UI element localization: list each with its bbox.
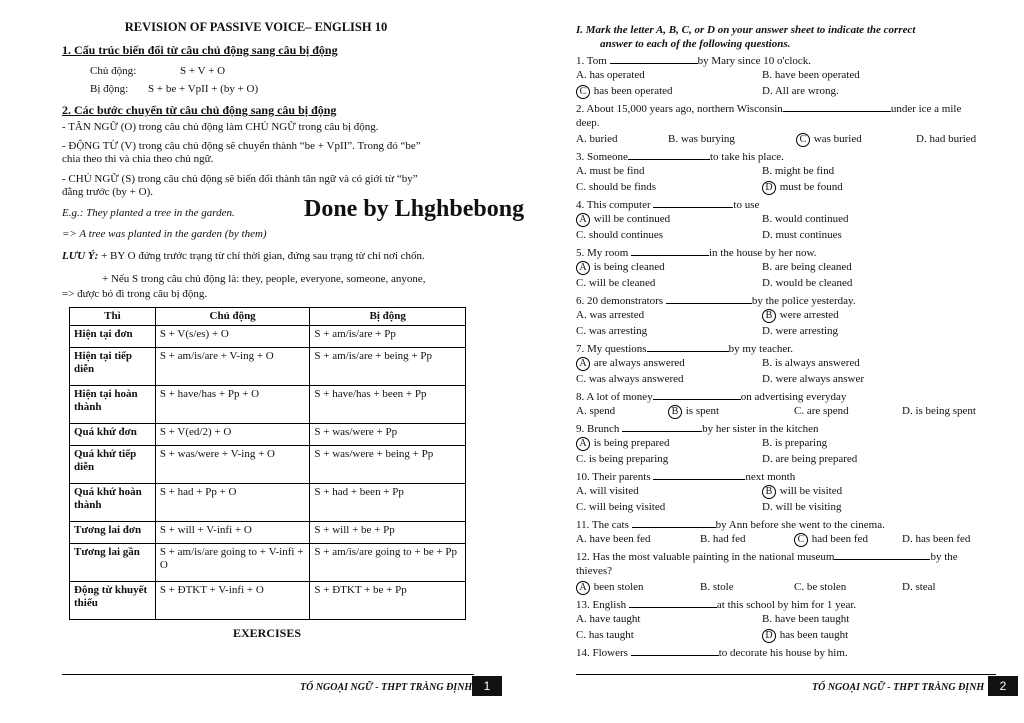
question-suffix: by Ann before she went to the cinema.: [715, 519, 885, 531]
option-letter: D: [762, 453, 770, 465]
option-text: was arresting: [588, 325, 648, 337]
passive-cell: S + am/is/are + being + Pp: [310, 348, 466, 386]
question-prefix: 13. English: [576, 599, 629, 611]
watermark-text: Done by Lhghbebong: [304, 196, 525, 222]
answer-option-a[interactable]: A. have been fed: [576, 533, 651, 545]
question-prefix: 4. This computer: [576, 199, 654, 211]
question-prefix: 10. Their parents: [576, 471, 654, 483]
option-letter: D: [762, 325, 770, 337]
answer-option-a[interactable]: A. was arrested: [576, 309, 645, 321]
active-cell: S + V(s/es) + O: [155, 326, 310, 348]
tense-table: [69, 307, 466, 620]
question-prefix: 3. Someone: [576, 151, 628, 163]
option-text: is being spent: [915, 405, 976, 417]
answer-option-d[interactable]: D. is being spent: [902, 405, 976, 417]
question-stem: [576, 53, 811, 68]
answer-option-a[interactable]: A. must be find: [576, 165, 645, 177]
exercises-heading: EXERCISES: [232, 626, 302, 640]
option-letter: A: [576, 485, 584, 497]
active-cell: S + V(ed/2) + O: [155, 424, 310, 446]
answer-option-d[interactable]: D. steal: [902, 581, 936, 593]
answer-option-c[interactable]: C. be stolen: [794, 581, 847, 593]
option-text: are always answered: [593, 357, 685, 369]
passive-cell: S + will + be + Pp: [310, 522, 466, 544]
question-stem-continuation: thieves?: [576, 565, 613, 577]
step-3-line-1: - CHỦ NGỮ (S) trong câu chủ động sẽ biến đổi thành tân ngữ và có giới từ “by”: [62, 173, 418, 185]
selected-answer-circle: A: [576, 213, 590, 227]
question-prefix: 1. Tom: [576, 55, 610, 67]
table-row: [70, 386, 466, 424]
selected-answer-circle: B: [762, 309, 776, 323]
question-stem: [576, 645, 848, 660]
table-row: [70, 484, 466, 522]
answer-option-a[interactable]: A. spend: [576, 405, 616, 417]
answer-option-a[interactable]: [576, 437, 670, 451]
answer-option-a[interactable]: A. has operated: [576, 69, 645, 81]
option-letter: A: [576, 405, 584, 417]
answer-option-d[interactable]: D. were always answer: [762, 373, 865, 385]
answer-blank[interactable]: [632, 517, 716, 528]
answer-option-c[interactable]: C. has taught: [576, 629, 634, 641]
table-header: Thì: [70, 308, 156, 326]
page-1-footer: TỔ NGOẠI NGỮ - THPT TRÀNG ĐỊNH: [300, 682, 473, 693]
option-letter: B: [762, 437, 770, 449]
answer-option-b[interactable]: B. is always answered: [762, 357, 860, 369]
question-suffix: by her sister in the kitchen: [702, 423, 819, 435]
answer-option-d[interactable]: D. must continues: [762, 229, 842, 241]
option-letter: C: [794, 581, 802, 593]
answer-option-d[interactable]: D. had buried: [916, 133, 977, 145]
answer-option-c[interactable]: C. will be cleaned: [576, 277, 656, 289]
option-letter: B: [700, 581, 708, 593]
tense-cell: Hiện tại tiếp diễn: [70, 348, 156, 386]
table-row: [70, 326, 466, 348]
option-text: is being prepared: [593, 437, 670, 449]
option-letter: A: [576, 309, 584, 321]
table-row: [70, 582, 466, 620]
question-stem: [576, 421, 819, 436]
table-row: [70, 348, 466, 386]
tense-cell: Tương lai đơn: [70, 522, 156, 544]
instruction-line-1: I. Mark the letter A, B, C, or D on your answer sheet to indicate the correct: [576, 24, 916, 36]
answer-blank[interactable]: [834, 549, 930, 560]
active-cell: S + have/has + Pp + O: [155, 386, 310, 424]
option-text: have been taught: [774, 613, 850, 625]
passive-cell: S + had + been + Pp: [310, 484, 466, 522]
active-cell: S + will + V-infi + O: [155, 522, 310, 544]
option-letter: C: [576, 373, 584, 385]
table-header-row: [70, 308, 466, 326]
option-text: were arrested: [779, 309, 839, 321]
note-label: LƯU Ý:: [62, 250, 99, 262]
answer-blank[interactable]: [653, 197, 733, 208]
answer-blank[interactable]: [628, 149, 710, 160]
passive-cell: S + was/were + Pp: [310, 424, 466, 446]
option-text: have taught: [589, 613, 641, 625]
answer-blank[interactable]: [631, 245, 709, 256]
option-letter: B: [762, 213, 770, 225]
option-text: are being prepared: [775, 453, 858, 465]
option-letter: A: [576, 165, 584, 177]
question-prefix: 8. A lot of money: [576, 391, 653, 403]
option-text: All are wrong.: [774, 85, 839, 97]
answer-option-a[interactable]: A. have taught: [576, 613, 641, 625]
answer-blank[interactable]: [783, 101, 891, 112]
section-2-heading: 2. Các bước chuyển từ câu chủ động sang câu bị động: [62, 103, 337, 117]
selected-answer-circle: C: [796, 133, 810, 147]
passive-cell: S + am/is/are + Pp: [310, 326, 466, 348]
option-letter: A: [576, 613, 584, 625]
option-letter: B: [762, 261, 770, 273]
option-text: has been operated: [593, 85, 673, 97]
option-letter: B: [762, 357, 770, 369]
question-prefix: 11. The cats: [576, 519, 632, 531]
option-letter: C: [794, 405, 802, 417]
passive-label: Bị động:: [90, 83, 129, 95]
option-letter: D: [762, 277, 770, 289]
question-suffix: next month: [745, 471, 796, 483]
answer-option-b[interactable]: [762, 309, 839, 323]
table-row: [70, 424, 466, 446]
page-number-1: 1: [472, 676, 502, 696]
option-letter: D: [902, 581, 910, 593]
passive-cell: S + have/has + been + Pp: [310, 386, 466, 424]
tense-cell: Tương lai gần: [70, 544, 156, 582]
option-text: might be find: [774, 165, 835, 177]
note-1: + BY O đứng trước trạng từ chỉ thời gian, đứng sau trạng từ chỉ nơi chốn.: [101, 250, 425, 262]
option-text: was buried: [813, 133, 862, 145]
page-2-footer: TỔ NGOẠI NGỮ - THPT TRÀNG ĐỊNH: [812, 682, 985, 693]
answer-option-c[interactable]: [794, 533, 868, 547]
answer-option-d[interactable]: D. will be visiting: [762, 501, 842, 513]
answer-blank[interactable]: [631, 645, 719, 656]
selected-answer-circle: A: [576, 437, 590, 451]
answer-option-b[interactable]: [762, 485, 842, 499]
option-text: must continues: [775, 229, 842, 241]
question-suffix: by my teacher.: [728, 343, 794, 355]
answer-option-a[interactable]: [576, 357, 685, 371]
answer-option-c[interactable]: C. was arresting: [576, 325, 648, 337]
passive-cell: S + ĐTKT + be + Pp: [310, 582, 466, 620]
note-2: + Nếu S trong câu chủ động là: they, people, everyone, someone, anyone,: [102, 273, 426, 285]
table-row: [70, 446, 466, 484]
table-header: Chủ động: [155, 308, 310, 326]
answer-option-c[interactable]: [796, 133, 862, 147]
answer-option-d[interactable]: D. are being prepared: [762, 453, 858, 465]
option-letter: C: [576, 453, 584, 465]
selected-answer-circle: D: [762, 629, 776, 643]
selected-answer-circle: A: [576, 581, 590, 595]
option-letter: D: [762, 85, 770, 97]
question-suffix: by the: [930, 551, 958, 563]
passive-formula: S + be + VpII + (by + O): [148, 83, 259, 95]
option-letter: C: [576, 181, 584, 193]
option-letter: A: [576, 533, 584, 545]
footer-divider: [576, 674, 996, 675]
active-formula: S + V + O: [180, 65, 226, 77]
option-letter: B: [668, 133, 676, 145]
option-letter: D: [762, 501, 770, 513]
option-letter: D: [762, 373, 770, 385]
answer-option-d[interactable]: [762, 629, 848, 643]
answer-blank[interactable]: [629, 597, 717, 608]
option-text: would continued: [774, 213, 849, 225]
question-prefix: 12. Has the most valuable painting in the national museum: [576, 551, 835, 563]
question-suffix: to use: [733, 199, 760, 211]
answer-option-b[interactable]: B. is preparing: [762, 437, 828, 449]
answer-option-b[interactable]: B. are being cleaned: [762, 261, 852, 273]
step-2-line-2: chia theo thì và chia theo chủ ngữ.: [62, 153, 214, 165]
question-suffix: by the police yesterday.: [751, 295, 856, 307]
option-text: will being visited: [588, 501, 666, 513]
active-cell: S + was/were + V-ing + O: [155, 446, 310, 484]
answer-option-a[interactable]: A. buried: [576, 133, 618, 145]
answer-option-b[interactable]: B. have been operated: [762, 69, 860, 81]
option-letter: C: [576, 277, 584, 289]
answer-blank[interactable]: [666, 293, 752, 304]
question-suffix: by Mary since 10 o'clock.: [697, 55, 812, 67]
answer-option-c[interactable]: C. is being preparing: [576, 453, 669, 465]
option-text: were arresting: [775, 325, 839, 337]
question-stem: [576, 389, 846, 404]
option-text: should be finds: [588, 181, 657, 193]
answer-option-c[interactable]: C. should be finds: [576, 181, 657, 193]
question-stem: [576, 197, 759, 212]
question-prefix: 5. My room: [576, 247, 631, 259]
answer-blank[interactable]: [653, 389, 741, 400]
option-letter: A: [576, 133, 584, 145]
option-text: have been fed: [589, 533, 651, 545]
option-text: has taught: [588, 629, 634, 641]
option-text: must be found: [779, 181, 843, 193]
active-cell: S + am/is/are going to + V-infi + O: [155, 544, 310, 582]
tense-cell: Động từ khuyết thiếu: [70, 582, 156, 620]
answer-blank[interactable]: [622, 421, 702, 432]
active-label: Chủ động:: [90, 65, 137, 77]
option-text: stole: [712, 581, 734, 593]
tense-cell: Quá khứ hoàn thành: [70, 484, 156, 522]
active-cell: S + am/is/are + V-ing + O: [155, 348, 310, 386]
option-text: were always answer: [775, 373, 865, 385]
option-text: are being cleaned: [774, 261, 852, 273]
option-text: is always answered: [774, 357, 860, 369]
answer-option-d[interactable]: D. would be cleaned: [762, 277, 853, 289]
example: E.g.: They planted a tree in the garden.: [62, 207, 235, 219]
option-text: been stolen: [593, 581, 644, 593]
question-suffix: in the house by her now.: [709, 247, 817, 259]
footer-divider: [62, 674, 474, 675]
answer-option-a[interactable]: [576, 213, 670, 227]
option-letter: B: [700, 533, 708, 545]
option-text: will visited: [589, 485, 639, 497]
option-text: is being cleaned: [593, 261, 665, 273]
section-1-heading: 1. Cấu trúc biến đổi từ câu chủ động sang câu bị động: [62, 43, 338, 57]
option-text: will be visited: [779, 485, 843, 497]
question-stem: [576, 293, 856, 308]
selected-answer-circle: A: [576, 357, 590, 371]
option-text: steal: [915, 581, 936, 593]
question-prefix: 2. About 15,000 years ago, northern Wisconsin: [576, 103, 783, 115]
question-stem: [576, 101, 961, 116]
answer-option-b[interactable]: B. might be find: [762, 165, 835, 177]
option-letter: C: [576, 325, 584, 337]
option-text: will be continued: [593, 213, 671, 225]
page-number-2: 2: [988, 676, 1018, 696]
selected-answer-circle: A: [576, 261, 590, 275]
option-text: are spend: [806, 405, 849, 417]
selected-answer-circle: D: [762, 181, 776, 195]
page-title: REVISION OF PASSIVE VOICE– ENGLISH 10: [124, 20, 388, 34]
option-text: buried: [589, 133, 618, 145]
question-suffix: to decorate his house by him.: [718, 647, 848, 659]
option-text: is preparing: [774, 437, 828, 449]
question-stem: [576, 469, 795, 484]
answer-option-d[interactable]: D. All are wrong.: [762, 85, 839, 97]
option-letter: B: [762, 69, 770, 81]
active-cell: S + ĐTKT + V-infi + O: [155, 582, 310, 620]
question-prefix: 6. 20 demonstrators: [576, 295, 666, 307]
step-3-line-2: đằng trước (by + O).: [62, 186, 153, 198]
example-result: => A tree was planted in the garden (by them): [62, 228, 267, 240]
question-prefix: 9. Brunch: [576, 423, 623, 435]
option-letter: C: [576, 229, 584, 241]
selected-answer-circle: C: [794, 533, 808, 547]
answer-option-b[interactable]: B. have been taught: [762, 613, 850, 625]
option-text: will be visiting: [775, 501, 842, 513]
option-letter: C: [576, 629, 584, 641]
option-letter: B: [762, 613, 770, 625]
table-header: Bị động: [310, 308, 466, 326]
option-text: is spent: [685, 405, 720, 417]
table-row: [70, 544, 466, 582]
tense-cell: Hiện tại hoàn thành: [70, 386, 156, 424]
step-1: - TÂN NGỮ (O) trong câu chủ động làm CHỦ NGỮ trong câu bị động.: [62, 121, 379, 133]
answer-option-a[interactable]: A. will visited: [576, 485, 639, 497]
answer-option-d[interactable]: D. were arresting: [762, 325, 839, 337]
question-prefix: 7. My questions: [576, 343, 647, 355]
option-text: had fed: [712, 533, 746, 545]
answer-option-b[interactable]: [668, 405, 719, 419]
tense-cell: Quá khứ tiếp diễn: [70, 446, 156, 484]
option-letter: C: [576, 501, 584, 513]
option-text: be stolen: [806, 581, 847, 593]
active-cell: S + had + Pp + O: [155, 484, 310, 522]
option-text: was burying: [680, 133, 735, 145]
option-text: was arrested: [589, 309, 645, 321]
option-letter: D: [762, 229, 770, 241]
answer-option-b[interactable]: B. stole: [700, 581, 734, 593]
answer-option-c[interactable]: C. was always answered: [576, 373, 684, 385]
question-stem: [576, 149, 784, 164]
answer-option-c[interactable]: C. will being visited: [576, 501, 666, 513]
selected-answer-circle: B: [762, 485, 776, 499]
option-text: will be cleaned: [588, 277, 656, 289]
question-stem: [576, 245, 816, 260]
option-text: spend: [589, 405, 616, 417]
question-stem-continuation: deep.: [576, 117, 600, 129]
question-prefix: 14. Flowers: [576, 647, 631, 659]
answer-blank[interactable]: [653, 469, 745, 480]
option-text: has been fed: [915, 533, 971, 545]
answer-option-d[interactable]: [762, 181, 843, 195]
question-suffix: under ice a mile: [890, 103, 962, 115]
passive-cell: S + was/were + being + Pp: [310, 446, 466, 484]
question-stem: [576, 549, 958, 564]
answer-option-d[interactable]: D. has been fed: [902, 533, 971, 545]
instruction-line-2: answer to each of the following questions.: [600, 38, 791, 50]
option-text: was always answered: [588, 373, 684, 385]
passive-cell: S + am/is/are going to + be + Pp: [310, 544, 466, 582]
option-letter: D: [902, 405, 910, 417]
option-letter: A: [576, 69, 584, 81]
step-2-line-1: - ĐỘNG TỪ (V) trong câu chủ động sẽ chuyển thành “be + VpII”. Trong đó “be”: [62, 140, 421, 152]
table-row: [70, 522, 466, 544]
answer-option-b[interactable]: B. would continued: [762, 213, 849, 225]
answer-blank[interactable]: [647, 341, 729, 352]
question-stem: [576, 517, 885, 532]
option-letter: D: [902, 533, 910, 545]
option-text: have been operated: [774, 69, 860, 81]
option-text: is being preparing: [588, 453, 669, 465]
note-3: => được bỏ đi trong câu bị động.: [62, 288, 208, 300]
question-suffix: to take his place.: [709, 151, 784, 163]
answer-option-c[interactable]: C. should continues: [576, 229, 664, 241]
option-letter: D: [916, 133, 924, 145]
tense-cell: Quá khứ đơn: [70, 424, 156, 446]
answer-option-a[interactable]: [576, 581, 644, 595]
page-2: [512, 0, 1024, 723]
option-text: had been fed: [811, 533, 868, 545]
selected-answer-circle: C: [576, 85, 590, 99]
question-suffix: at this school by him for 1 year.: [716, 599, 857, 611]
option-text: must be find: [589, 165, 645, 177]
question-suffix: on advertising everyday: [740, 391, 847, 403]
answer-option-c[interactable]: [576, 85, 673, 99]
option-text: should continues: [588, 229, 664, 241]
option-text: has been taught: [779, 629, 849, 641]
answer-option-b[interactable]: B. had fed: [700, 533, 746, 545]
answer-option-a[interactable]: [576, 261, 665, 275]
option-text: has operated: [589, 69, 645, 81]
selected-answer-circle: B: [668, 405, 682, 419]
answer-blank[interactable]: [610, 53, 698, 64]
option-text: had buried: [929, 133, 977, 145]
question-stem: [576, 341, 793, 356]
tense-cell: Hiện tại đơn: [70, 326, 156, 348]
option-letter: B: [762, 165, 770, 177]
option-text: would be cleaned: [775, 277, 853, 289]
answer-option-b[interactable]: B. was burying: [668, 133, 735, 145]
answer-option-c[interactable]: C. are spend: [794, 405, 849, 417]
question-stem: [576, 597, 856, 612]
